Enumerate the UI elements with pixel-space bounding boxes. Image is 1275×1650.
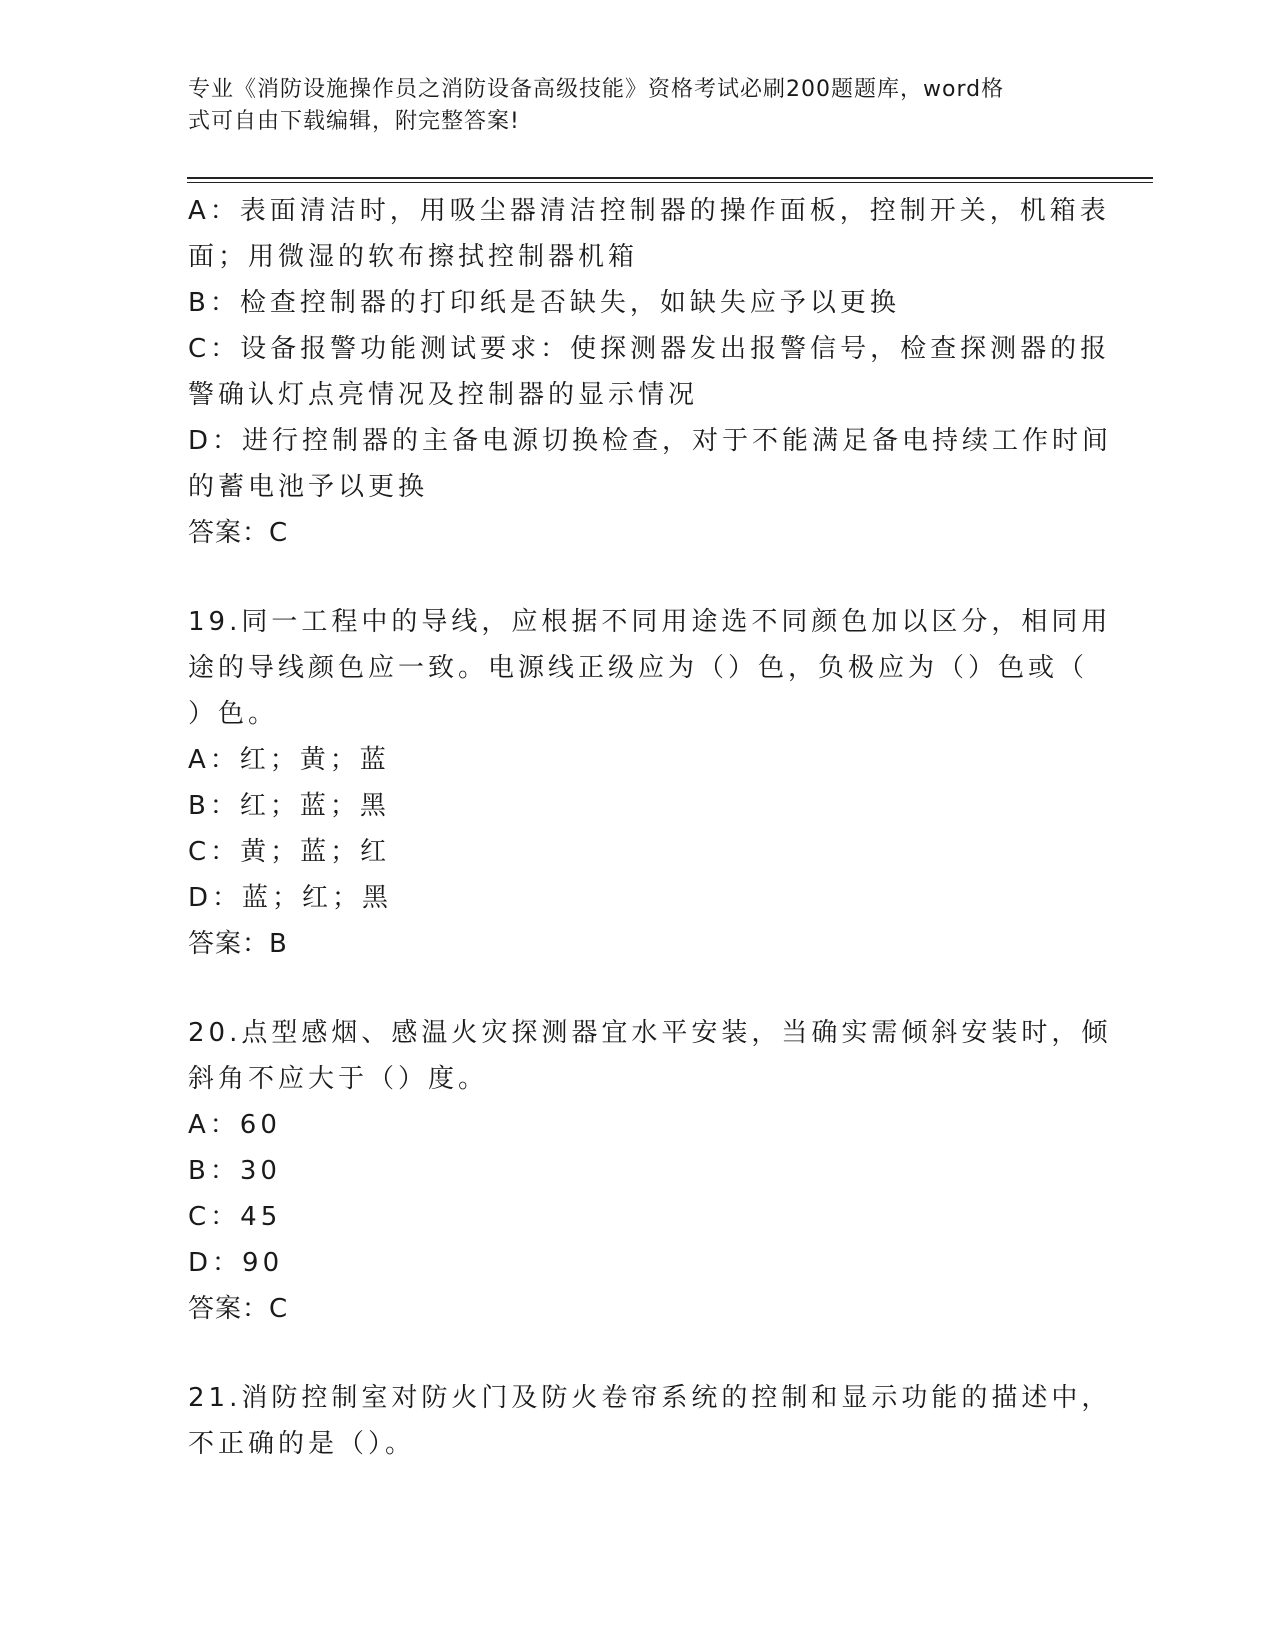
q18-option-c-line-1: C：设备报警功能测试要求：使探测器发出报警信号，检查探测器的报 bbox=[188, 334, 1111, 364]
q19-stem-line-3: ）色。 bbox=[188, 699, 279, 729]
q18-option-d-line-2: 的蓄电池予以更换 bbox=[188, 472, 429, 502]
question-19 bbox=[188, 599, 1112, 967]
q19-option-b: B：红；蓝；黑 bbox=[188, 791, 390, 821]
q20-option-a: A：60 bbox=[188, 1110, 281, 1140]
q20-stem-line-1: 20.点型感烟、感温火灾探测器宜水平安装，当确实需倾斜安装时，倾 bbox=[188, 1018, 1112, 1048]
q18-answer: 答案：C bbox=[188, 518, 289, 548]
header-line-1: 专业《消防设施操作员之消防设备高级技能》资格考试必刷200题题库，word格 bbox=[188, 77, 1005, 102]
spacer bbox=[188, 967, 1078, 1010]
page-header bbox=[188, 74, 1068, 138]
question-list bbox=[188, 188, 1113, 1467]
q20-option-b: B：30 bbox=[188, 1156, 281, 1186]
q18-option-d-line-1: D：进行控制器的主备电源切换检查，对于不能满足备电持续工作时间 bbox=[188, 426, 1113, 456]
header-line-2: 式可自由下载编辑，附完整答案! bbox=[188, 109, 520, 134]
header-divider-thin bbox=[187, 182, 1153, 183]
q19-option-c: C：黄；蓝；红 bbox=[188, 837, 391, 867]
question-21 bbox=[188, 1375, 1112, 1467]
q20-option-c: C：45 bbox=[188, 1202, 282, 1232]
q19-option-a: A：红；黄；蓝 bbox=[188, 745, 390, 775]
q19-option-d: D：蓝；红；黑 bbox=[188, 883, 393, 913]
spacer bbox=[188, 556, 1078, 599]
question-18 bbox=[188, 188, 1113, 556]
question-20 bbox=[188, 1010, 1112, 1332]
q18-option-b: B：检查控制器的打印纸是否缺失，如缺失应予以更换 bbox=[188, 288, 900, 318]
spacer bbox=[188, 1332, 1078, 1375]
q20-stem-line-2: 斜角不应大于（）度。 bbox=[188, 1064, 489, 1094]
q18-option-a-line-1: A：表面清洁时，用吸尘器清洁控制器的操作面板，控制开关，机箱表 bbox=[188, 196, 1110, 226]
header-divider bbox=[187, 177, 1153, 179]
q19-answer: 答案：B bbox=[188, 929, 288, 959]
q19-stem-line-2: 途的导线颜色应一致。电源线正级应为（）色，负极应为（）色或（ bbox=[188, 653, 1089, 683]
q20-option-d: D：90 bbox=[188, 1248, 284, 1278]
q20-answer: 答案：C bbox=[188, 1294, 289, 1324]
q21-stem-line-1: 21.消防控制室对防火门及防火卷帘系统的控制和显示功能的描述中， bbox=[188, 1383, 1112, 1413]
q21-stem-line-2: 不正确的是（）。 bbox=[188, 1429, 416, 1459]
q19-stem-line-1: 19.同一工程中的导线，应根据不同用途选不同颜色加以区分，相同用 bbox=[188, 607, 1112, 637]
q18-option-c-line-2: 警确认灯点亮情况及控制器的显示情况 bbox=[188, 380, 699, 410]
q18-option-a-line-2: 面；用微湿的软布擦拭控制器机箱 bbox=[188, 242, 639, 272]
